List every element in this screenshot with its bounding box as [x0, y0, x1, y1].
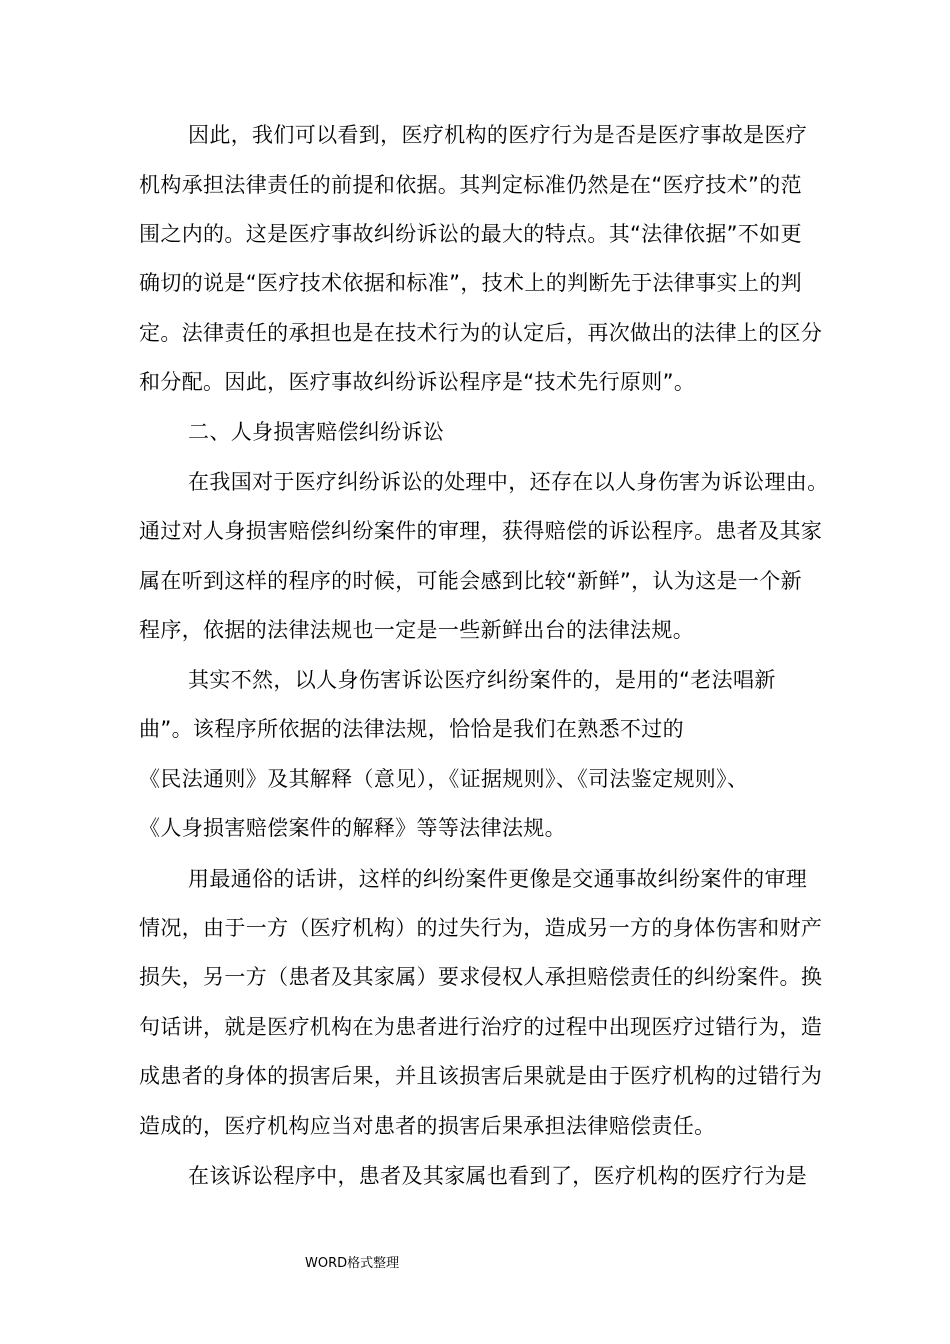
body-line: 在我国对于医疗纠纷诉讼的处理中，还存在以人身伤害为诉讼理由。 — [188, 470, 829, 494]
body-line: 成患者的身体的损害后果，并且该损害后果就是由于医疗机构的过错行为 — [139, 1064, 823, 1088]
body-line: 程序，依据的法律法规也一定是一些新鲜出台的法律法规。 — [139, 618, 695, 642]
body-line: 其实不然，以人身伤害诉讼医疗纠纷案件的，是用的“老法唱新 — [188, 668, 776, 692]
section-heading: 二、人身损害赔偿纠纷诉讼 — [188, 420, 445, 444]
body-line: 《人身损害赔偿案件的解释》等等法律法规。 — [139, 816, 566, 840]
body-line: 确切的说是“医疗技术依据和标准”，技术上的判断先于法律事实上的判 — [139, 271, 802, 295]
body-line: 机构承担法律责任的前提和依据。其判定标准仍然是在“医疗技术”的范 — [139, 173, 802, 197]
body-line: 《民法通则》及其解释（意见），《证据规则》、《司法鉴定规则》、 — [139, 767, 749, 791]
body-line: 围之内的。这是医疗事故纠纷诉讼的最大的特点。其“法律依据”不如更 — [139, 222, 802, 246]
body-line: 在该诉讼程序中，患者及其家属也看到了，医疗机构的医疗行为是 — [188, 1164, 808, 1188]
page-footer: WORD格式整理 — [305, 1256, 400, 1271]
body-line: 通过对人身损害赔偿纠纷案件的审理，获得赔偿的诉讼程序。患者及其家 — [139, 519, 823, 543]
body-line: 句话讲，就是医疗机构在为患者进行治疗的过程中出现医疗过错行为，造 — [139, 1015, 823, 1039]
body-line: 损失，另一方（患者及其家属）要求侵权人承担赔偿责任的纠纷案件。换 — [139, 965, 823, 989]
body-line: 曲”。该程序所依据的法律法规，恰恰是我们在熟悉不过的 — [139, 717, 684, 741]
body-line: 定。法律责任的承担也是在技术行为的认定后，再次做出的法律上的区分 — [139, 321, 823, 345]
body-line: 情况，由于一方（医疗机构）的过失行为，造成另一方的身体伤害和财产 — [139, 916, 823, 940]
body-line: 因此，我们可以看到，医疗机构的医疗行为是否是医疗事故是医疗 — [188, 123, 808, 147]
body-line: 造成的，医疗机构应当对患者的损害后果承担法律赔偿责任。 — [139, 1114, 716, 1138]
body-line: 和分配。因此，医疗事故纠纷诉讼程序是“技术先行原则”。 — [139, 370, 696, 394]
body-line: 属在听到这样的程序的时候，可能会感到比较“新鲜”，认为这是一个新 — [139, 569, 802, 593]
body-line: 用最通俗的话讲，这样的纠纷案件更像是交通事故纠纷案件的审理 — [188, 867, 808, 891]
